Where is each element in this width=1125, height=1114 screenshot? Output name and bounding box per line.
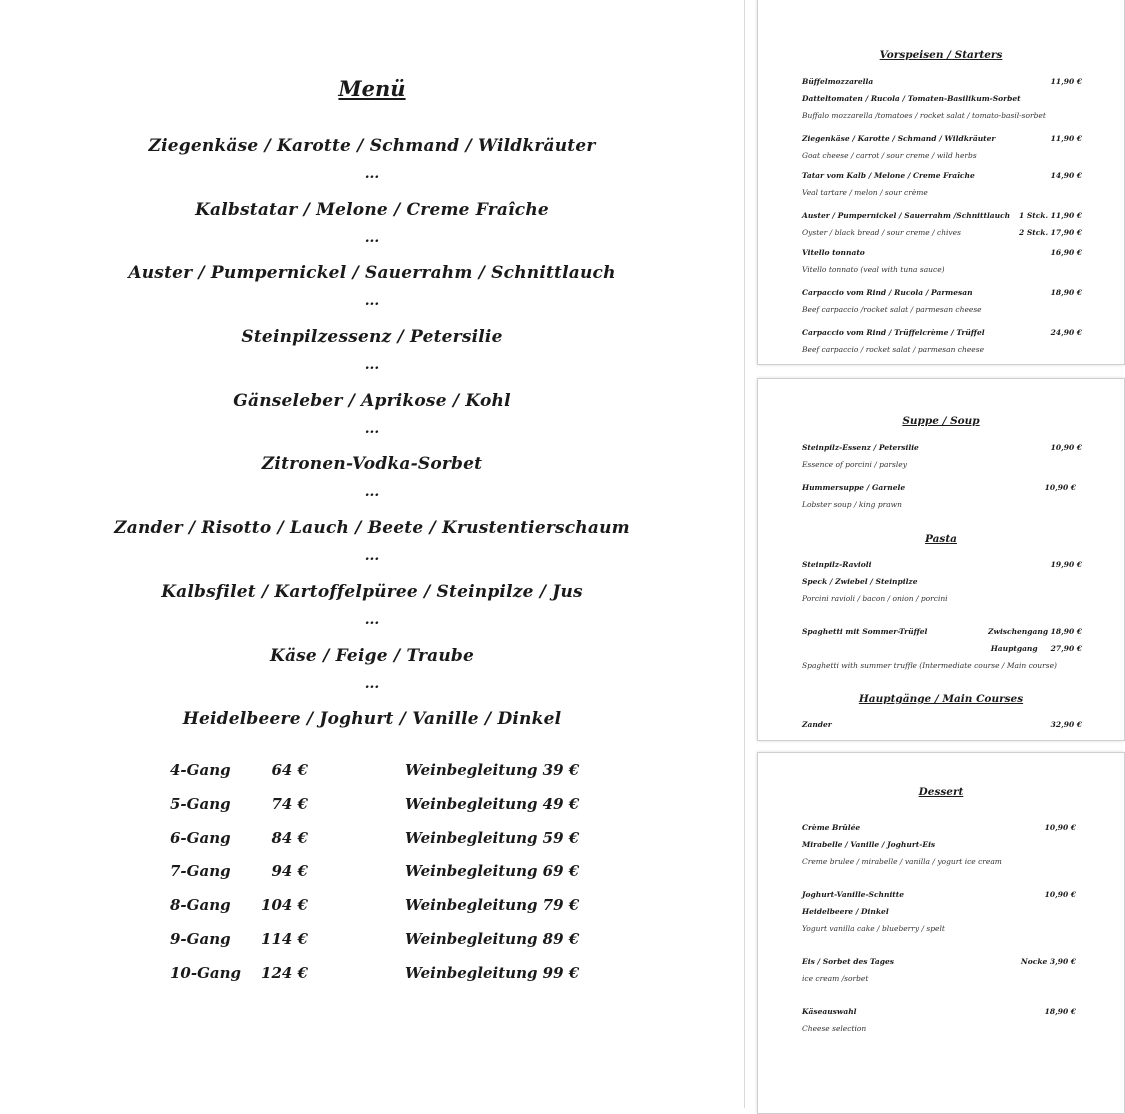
item-name: Auster / Pumpernickel / Sauerrahm /Schnittlauch xyxy=(802,211,1011,220)
item-price: 10,90 € xyxy=(1044,890,1076,899)
menu-item xyxy=(802,556,1082,607)
item-name: Zander xyxy=(802,720,832,729)
soup-title: Suppe / Soup xyxy=(902,415,980,427)
item-name: Ziegenkäse / Karotte / Schmand / Wildkräuter xyxy=(802,134,996,143)
item-translation: Buffalo mozzarella /tomatoes / rocket salat / tomato-basil-sorbet xyxy=(802,111,1046,120)
item-translation: Creme brulee / mirabelle / vanilla / yogurt ice cream xyxy=(802,857,1002,866)
item-price: 19,90 € xyxy=(1050,560,1082,569)
wine-pairing: Weinbegleitung 79 € xyxy=(405,896,580,915)
menu-item xyxy=(802,130,1082,164)
item-price: 16,90 € xyxy=(1050,248,1082,257)
item-price: 18,90 € xyxy=(1044,1007,1076,1016)
menu-item xyxy=(802,207,1082,241)
item-price: 11,90 € xyxy=(1050,77,1082,86)
price-row xyxy=(170,960,590,994)
item-price: 10,90 € xyxy=(1044,483,1076,492)
price-row xyxy=(170,926,590,960)
item-translation: ice cream /sorbet xyxy=(802,974,869,983)
item-price-alt: 2 Stck. 17,90 € xyxy=(1018,228,1082,237)
item-name: Hummersuppe / Garnele xyxy=(802,483,906,492)
course-item: Gänseleber / Aprikose / Kohl xyxy=(233,390,511,411)
course-separator: ... xyxy=(364,548,380,565)
menu-title: Menü xyxy=(338,76,406,101)
item-translation: Cheese selection xyxy=(802,1024,867,1033)
course-separator: ... xyxy=(364,420,380,437)
item-name: Tatar vom Kalb / Melone / Creme Fraîche xyxy=(802,171,975,180)
price-row xyxy=(170,892,590,926)
item-garnish: Speck / Zwiebel / Steinpilze xyxy=(802,577,918,586)
menu-item xyxy=(802,886,1076,937)
starters-page xyxy=(757,0,1125,365)
menu-item xyxy=(802,953,1076,987)
menu-item xyxy=(802,73,1082,124)
item-translation: Essence of porcini / parsley xyxy=(802,460,907,469)
price-row xyxy=(170,757,590,791)
wine-pairing: Weinbegleitung 59 € xyxy=(405,828,580,847)
item-name: Käseauswahl xyxy=(802,1007,857,1016)
item-translation: Beef carpaccio /rocket salat / parmesan cheese xyxy=(802,305,982,314)
course-item: Ziegenkäse / Karotte / Schmand / Wildkräuter xyxy=(148,136,596,156)
menu-item xyxy=(802,324,1082,358)
gang-price: 74 € xyxy=(271,794,308,813)
price-row xyxy=(170,825,590,859)
course-item: Kalbstatar / Melone / Creme Fraîche xyxy=(195,199,549,220)
gang-price: 124 € xyxy=(261,963,308,982)
item-translation: Vitello tonnato (veal with tuna sauce) xyxy=(802,265,945,274)
gang-label: 5-Gang xyxy=(170,794,231,813)
gang-label: 9-Gang xyxy=(170,929,231,948)
menu-item xyxy=(802,819,1076,870)
course-separator: ... xyxy=(364,166,380,182)
soup-list xyxy=(802,439,1082,513)
menu-item xyxy=(802,716,1082,733)
item-name: Vitello tonnato xyxy=(802,248,865,257)
course-separator: ... xyxy=(364,675,380,692)
gang-price: 64 € xyxy=(271,761,308,779)
menu-item xyxy=(802,439,1082,473)
course-item: Auster / Pumpernickel / Sauerrahm / Schnittlauch xyxy=(128,263,616,284)
course-item: Steinpilzessenz / Petersilie xyxy=(241,327,503,348)
item-name: Carpaccio vom Rind / Trüffelcrème / Trüffel xyxy=(802,328,985,337)
item-name: Spaghetti mit Sommer-Trüffel xyxy=(802,627,928,636)
pasta-list xyxy=(802,556,1082,674)
item-translation: Veal tartare / melon / sour crème xyxy=(802,188,928,197)
course-separator: ... xyxy=(364,229,380,246)
item-price-alt: Hauptgang 27,90 € xyxy=(990,644,1082,653)
dessert-page xyxy=(757,752,1125,1114)
gang-label: 10-Gang xyxy=(170,963,242,982)
course-item: Zitronen-Vodka-Sorbet xyxy=(261,454,483,475)
starters-title: Vorspeisen / Starters xyxy=(879,49,1003,61)
item-name: Büffelmozzarella xyxy=(802,77,874,86)
gang-price: 104 € xyxy=(261,896,308,915)
course-item: Kalbsfilet / Kartoffelpüree / Steinpilze / Jus xyxy=(161,581,583,602)
item-name: Steinpilz-Essenz / Petersilie xyxy=(802,443,919,452)
mains-list xyxy=(802,716,1082,733)
menu-item xyxy=(802,623,1082,674)
gang-price: 94 € xyxy=(271,862,308,881)
gang-label: 8-Gang xyxy=(170,896,231,915)
price-row xyxy=(170,858,590,892)
item-price: Nocke 3,90 € xyxy=(1020,957,1076,966)
menu-item xyxy=(802,167,1082,201)
menu-item xyxy=(802,284,1082,318)
item-price: Zwischengang 18,90 € xyxy=(988,627,1082,636)
item-translation: Porcini ravioli / bacon / onion / porcini xyxy=(802,594,948,603)
course-separator: ... xyxy=(364,293,380,310)
item-price: 1 Stck. 11,90 € xyxy=(1018,211,1082,220)
item-price: 11,90 € xyxy=(1050,134,1082,143)
wine-pairing: Weinbegleitung 69 € xyxy=(405,862,580,881)
item-translation: Spaghetti with summer truffle (Intermediate course / Main course) xyxy=(802,661,1057,670)
item-price: 10,90 € xyxy=(1044,823,1076,832)
item-garnish: Heidelbeere / Dinkel xyxy=(802,907,889,916)
price-row xyxy=(170,791,590,825)
wine-pairing: Weinbegleitung 39 € xyxy=(405,761,580,779)
wine-pairing: Weinbegleitung 99 € xyxy=(405,963,580,982)
item-name: Crème Brûlée xyxy=(802,823,861,832)
dessert-list xyxy=(802,819,1076,1037)
item-garnish: Mirabelle / Vanille / Joghurt-Eis xyxy=(802,840,936,849)
item-price: 10,90 € xyxy=(1050,443,1082,452)
item-price: 24,90 € xyxy=(1050,328,1082,337)
price-table xyxy=(170,757,590,994)
wine-pairing: Weinbegleitung 89 € xyxy=(405,929,580,948)
item-translation: Yogurt vanilla cake / blueberry / spelt xyxy=(802,924,945,933)
gang-label: 7-Gang xyxy=(170,862,231,881)
gang-price: 84 € xyxy=(271,828,308,847)
starters-list xyxy=(802,73,1082,358)
item-price: 18,90 € xyxy=(1050,288,1082,297)
course-separator: ... xyxy=(364,484,380,501)
menu-item xyxy=(802,1003,1076,1037)
course-item: Zander / Risotto / Lauch / Beete / Krustentierschaum xyxy=(114,518,630,539)
wine-pairing: Weinbegleitung 49 € xyxy=(405,794,580,813)
item-name: Carpaccio vom Rind / Rucola / Parmesan xyxy=(802,288,973,297)
dessert-title: Dessert xyxy=(918,786,964,798)
mains-title: Hauptgänge / Main Courses xyxy=(858,693,1024,705)
pasta-title: Pasta xyxy=(925,533,957,545)
item-name: Joghurt-Vanille-Schnitte xyxy=(802,890,904,899)
soup-pasta-page xyxy=(757,378,1125,741)
item-price: 32,90 € xyxy=(1050,720,1082,729)
item-translation: Oyster / black bread / sour creme / chives xyxy=(802,228,961,237)
item-translation: Beef carpaccio / rocket salat / parmesan cheese xyxy=(802,345,985,354)
course-list xyxy=(0,133,744,732)
course-item: Heidelbeere / Joghurt / Vanille / Dinkel xyxy=(182,709,562,730)
course-separator: ... xyxy=(364,357,380,374)
course-item: Käse / Feige / Traube xyxy=(269,645,475,666)
item-garnish: Datteltomaten / Rucola / Tomaten-Basilikum-Sorbet xyxy=(802,94,1021,103)
item-price: 14,90 € xyxy=(1050,171,1082,180)
gang-price: 114 € xyxy=(261,929,308,948)
item-translation: Lobster soup / king prawn xyxy=(802,500,902,509)
item-name: Steinpilz-Ravioli xyxy=(802,560,872,569)
item-name: Eis / Sorbet des Tages xyxy=(802,957,895,966)
course-separator: ... xyxy=(364,611,380,628)
gang-label: 4-Gang xyxy=(170,761,231,779)
menu-item xyxy=(802,244,1082,278)
menu-item xyxy=(802,479,1082,513)
item-translation: Goat cheese / carrot / sour creme / wild herbs xyxy=(802,151,977,160)
gang-label: 6-Gang xyxy=(170,828,231,847)
